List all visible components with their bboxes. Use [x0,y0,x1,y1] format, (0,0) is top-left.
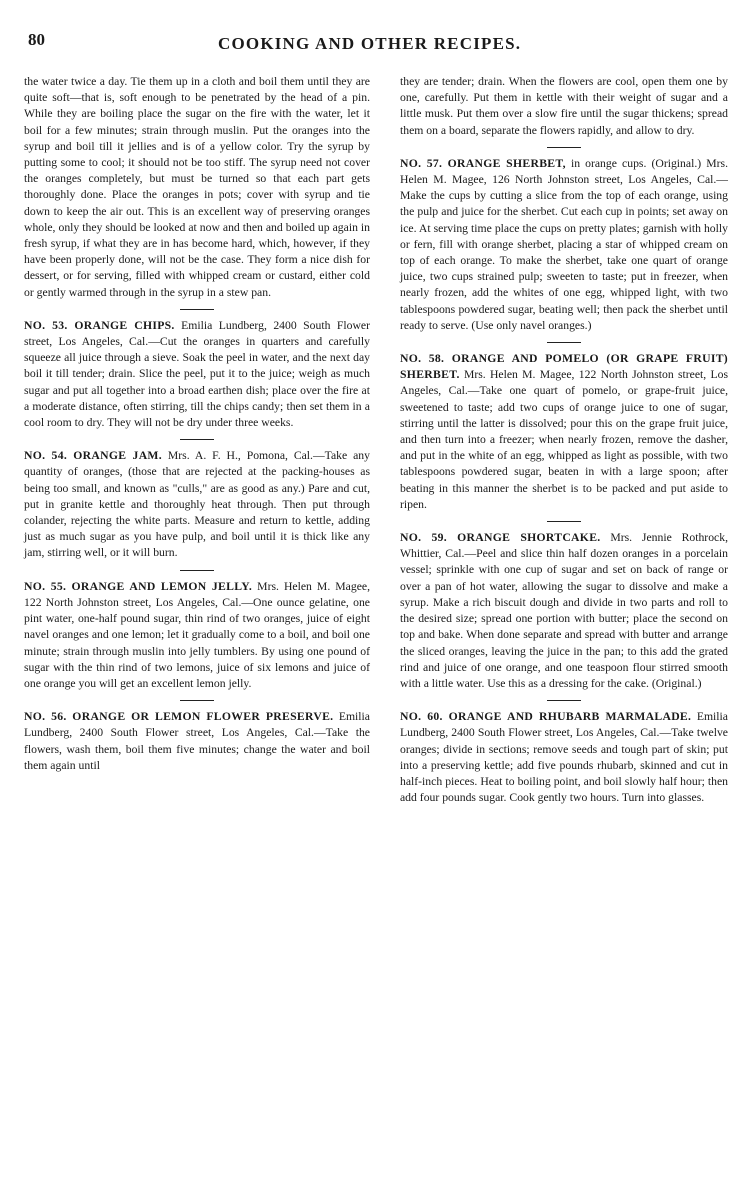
recipe-heading: NO. 60. ORANGE AND RHUBARB MARMALADE. [400,710,692,724]
recipe-entry [400,156,728,334]
recipe-heading: NO. 59. ORANGE SHORTCAKE. [400,531,601,545]
recipe-body: Emilia Lundberg, 2400 South Flower street, Los Angeles, Cal.—Take the flowers, wash them, boil them five minutes; change the water and boil them again until [24,710,370,772]
recipe-body: Emilia Lundberg, 2400 South Flower street, Los Angeles, Cal.—Cut the oranges in quarters and carefully squeeze all juice through a sieve. Soak the peel in water, and the next day boil it till tender; drain. Slice the peel, put it to the juice; weigh as much sugar and put all together into a broad earthen dish; place over the fire at a moderate distance, often stirring, till the chips candy; then set them in a cool room to dry. They will not be dry under three weeks. [24,318,370,430]
section-divider [547,147,581,148]
recipe-entry [24,318,370,431]
recipe-entry [400,351,728,513]
left-column [24,74,370,774]
recipe-entry [24,448,370,561]
page-header [28,30,728,60]
recipe-entry [400,709,728,806]
recipe-entry [400,530,728,692]
page-number: 80 [28,30,45,49]
section-divider [547,700,581,701]
right-column [400,74,728,806]
recipe-entry [24,709,370,774]
recipe-body: Mrs. Helen M. Magee, 122 North Johnston street, Los Angeles, Cal.—One ounce gelatine, one pint water, one-half pound sugar, thin rind of two oranges, juice of eight navel oranges and one lemon; let it gradually come to a boil, and boil one minute; strain through muslin into jelly tumblers. By using one pound of sugar with the thin rind of two lemons, juice of six lemons and juice of one orange you will get an excellent lemon jelly. [24,579,370,690]
continuation-text: the water twice a day. Tie them up in a cloth and boil them until they are quite soft—that is, soft enough to be penetrated by the head of a pin. While they are boiling place the sugar on the fire with the water, let it boil for a few minutes; strain through muslin. Put the oranges into the syrup and boil till it jellies and is of a yellow color. Try the syrup by putting some to cool; it should not be too stiff. The syrup need not cover the oranges completely, but must be turned so that each part gets thoroughly done. Place the oranges in pots; cover with syrup and tie down to keep the air out. This is an excellent way of preserving oranges whole, only they should be looked at now and then and boiled up again in fresh syrup, if what they are in has become hard, which, however, if they have been properly done, will not be the case. They form a nice dish for dessert, or for serving, filled with whipped cream or custard, either cold or gently warmed through in the syrup in a stew pan. [24,75,370,299]
section-divider [547,342,581,343]
recipe-heading: NO. 58. ORANGE AND POMELO (OR GRAPE FRUIT) SHERBET. [400,352,728,382]
recipe-heading: NO. 55. ORANGE AND LEMON JELLY. [24,579,253,593]
recipe-body: Mrs. Helen M. Magee, 122 North Johnston street, Los Angeles, Cal.—Take one quart of pomelo, or grape-fruit juice, sweetened to taste; add two cups of orange juice to one of sugar, stirring until the latter is dissolved; pour this on the grape fruit juice, and then turn into a freezer; when nearly frozen, remove the dasher, and put in the white of an egg, whipped as light as possible, with two tablespoons powdered sugar, beaten in with a large spoon; after beating in this manner the sherbet is to be packed and put aside to ripen. [400,368,728,511]
section-divider [180,700,214,701]
recipe-heading: NO. 57. ORANGE SHERBET, [400,156,566,170]
recipe-body: Mrs. Jennie Rothrock, Whittier, Cal.—Peel and slice thin half dozen oranges in a porcelain vessel; sprinkle with one cup of sugar and set on back of range or over a pan of hot water, allowing the sugar to dissolve and make a syrup. Make a rich biscuit dough and divide in two parts and roll to the desired size; spread one portion with butter; place the second on top and bake. When done separate and spread with butter and arrange the sliced oranges, leaving the juice in the pan; to this add the grated rind and juice of one orange, and one teaspoon flour stirred smooth with a little water. Use this as a dressing for the cake. (Original.) [400,531,728,690]
section-divider [180,570,214,571]
recipe-body: Emilia Lundberg, 2400 South Flower street, Los Angeles, Cal.—Take twelve oranges; divide in sections; remove seeds and tough part of skin; put into a preserving kettle; add five pounds rhubarb, skinned and cut in half-inch pieces. Heat to boiling point, and boil slowly half hour; then add four pounds sugar. Cook gently two hours. Turn into glasses. [400,710,728,805]
recipe-entry [24,579,370,692]
section-divider [547,521,581,522]
section-divider [180,309,214,310]
running-title: COOKING AND OTHER RECIPES. [218,34,522,53]
recipe-heading: NO. 53. ORANGE CHIPS. [24,318,175,332]
section-divider [180,439,214,440]
recipe-heading: NO. 54. ORANGE JAM. [24,449,162,463]
continuation-text: they are tender; drain. When the flowers are cool, open them one by one, carefully. Put them in kettle with their weight of sugar and a little musk. Put them over a slow fire until the sugar thickens; spread them on a board, separate the flowers rapidly, and allow to dry. [400,75,728,137]
recipe-body: in orange cups. (Original.) Mrs. Helen M. Magee, 126 North Johnston street, Los Angeles, Cal.—Make the cups by cutting a slice from the top of each orange, using the pulp and juice for the sherbet. Cut each cup in points; set away on ice. At serving time place the cups on pretty plates; garnish with holly or fern, fill with orange sherbet, placing a star of whipped cream on top of each orange. To make the sherbet, take one quart of orange juice, two cups strained pulp; sweeten to taste; put in freezer, when nearly frozen, add the whites of one egg, whipped light, with two tablespoons powdered sugar, beating well; then pack the sherbet until ready to serve. (Use only navel oranges.) [400,156,728,332]
recipe-body: Mrs. A. F. H., Pomona, Cal.—Take any quantity of oranges, (those that are rejected at the packing-houses as being too small, and known as "culls," are as good as any.) Pare and cut, put in granite kettle and thoroughly heat through. Then put through colander, rejecting the white parts. Measure and return to kettle, adding just as much sugar as you have pulp, and boil until it is thick like any jam, stirring well, or it will burn. [24,449,370,560]
recipe-heading: NO. 56. ORANGE OR LEMON FLOWER PRESERVE. [24,710,334,724]
